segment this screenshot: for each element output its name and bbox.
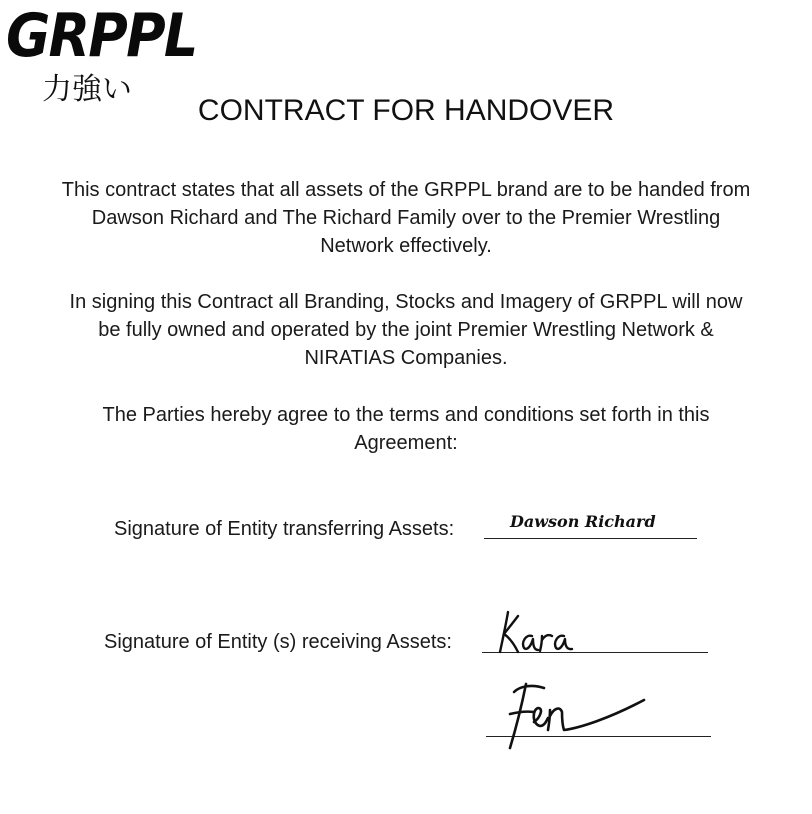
transferring-signature-name: Dawson Richard [510,512,656,531]
transferring-signature-line [484,538,697,539]
paragraph-agreement: The Parties hereby agree to the terms and conditions set forth in this Agreement: [102,404,710,454]
document-title: CONTRACT FOR HANDOVER [197,94,615,127]
receiving-signature-label: Signature of Entity (s) receiving Assets: [104,631,452,653]
handwritten-signature-fen [500,678,650,754]
logo-subtitle: 力強い [42,72,132,107]
logo-wordmark: GRPPL [6,1,197,71]
transferring-signature-label: Signature of Entity transferring Assets: [114,518,455,540]
paragraph-handover: This contract states that all assets of the GRPPL brand are to be handed from Dawson Richard and The Richard Family over to the Premier Wrestling Network effectively. [61,179,751,257]
handwritten-signature-kara [494,606,594,658]
paragraph-ownership: In signing this Contract all Branding, Stocks and Imagery of GRPPL will now be fully owned and operated by the joint Premier Wrestling Network & NIRATIAS Companies. [69,291,743,369]
